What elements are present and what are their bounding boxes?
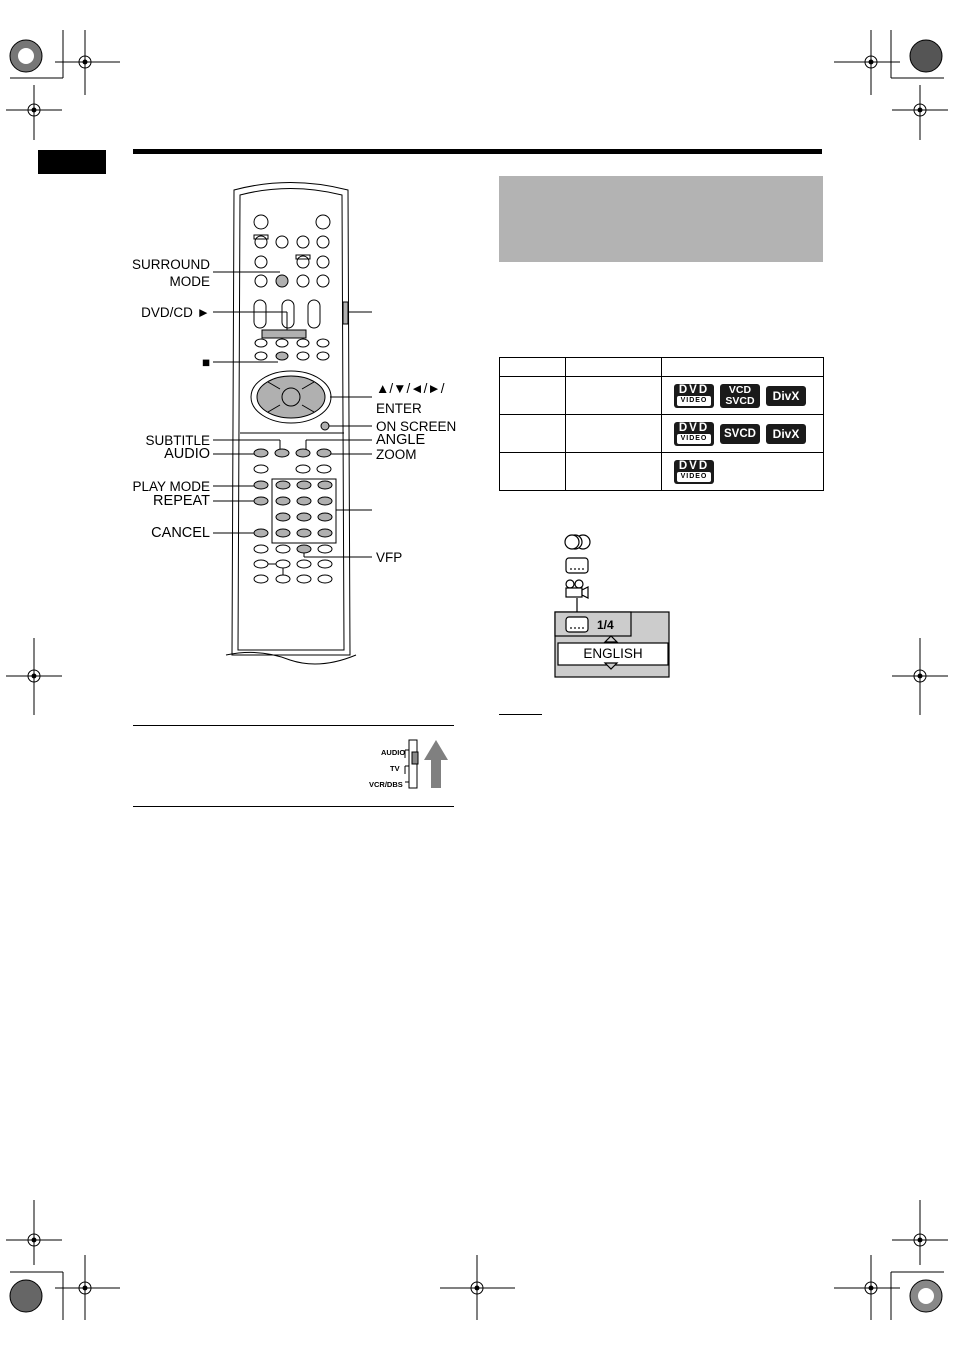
switch-vcr-dbs-label: VCR/DBS [369, 780, 403, 789]
dvd-cd-play-label: DVD/CD ► [141, 305, 210, 320]
divx-logo: DivX [766, 424, 806, 444]
enter-label: ENTER [376, 401, 422, 416]
osd-track-count: 1/4 [597, 618, 614, 632]
play-mode-label: PLAY MODE [132, 479, 210, 494]
dvd-video-logo: DVD VIDEO [674, 384, 714, 408]
dvd-video-logo: DVD VIDEO [674, 460, 714, 484]
vcd-svcd-logo: VCD SVCD [720, 384, 760, 408]
switch-tv-label: TV [390, 764, 400, 773]
notes-rule [499, 714, 542, 715]
audio-label: AUDIO [164, 446, 210, 462]
cursor-keys-label: ▲/▼/◄/►/ [376, 381, 445, 396]
svcd-logo: SVCD [720, 424, 760, 444]
switch-audio-label: AUDIO [381, 748, 406, 757]
cancel-label: CANCEL [151, 525, 210, 541]
surround-label-line2: MODE [169, 274, 210, 289]
dvd-video-logo: DVD VIDEO [674, 422, 714, 446]
stop-label: ■ [201, 355, 210, 370]
subtitle-label: SUBTITLE [145, 433, 210, 448]
angle-camera-icon [566, 580, 588, 598]
repeat-label: REPEAT [153, 493, 210, 509]
zoom-label: ZOOM [376, 447, 417, 462]
osd-language: ENGLISH [583, 646, 643, 661]
vfp-label: VFP [376, 550, 403, 565]
divx-logo: DivX [766, 386, 806, 406]
angle-label: ANGLE [376, 432, 426, 448]
surround-label-line1: SURROUND [131, 257, 210, 272]
audio-icon [565, 535, 590, 549]
on-screen-label: ON SCREEN [376, 419, 457, 434]
subtitle-icon [566, 558, 588, 573]
